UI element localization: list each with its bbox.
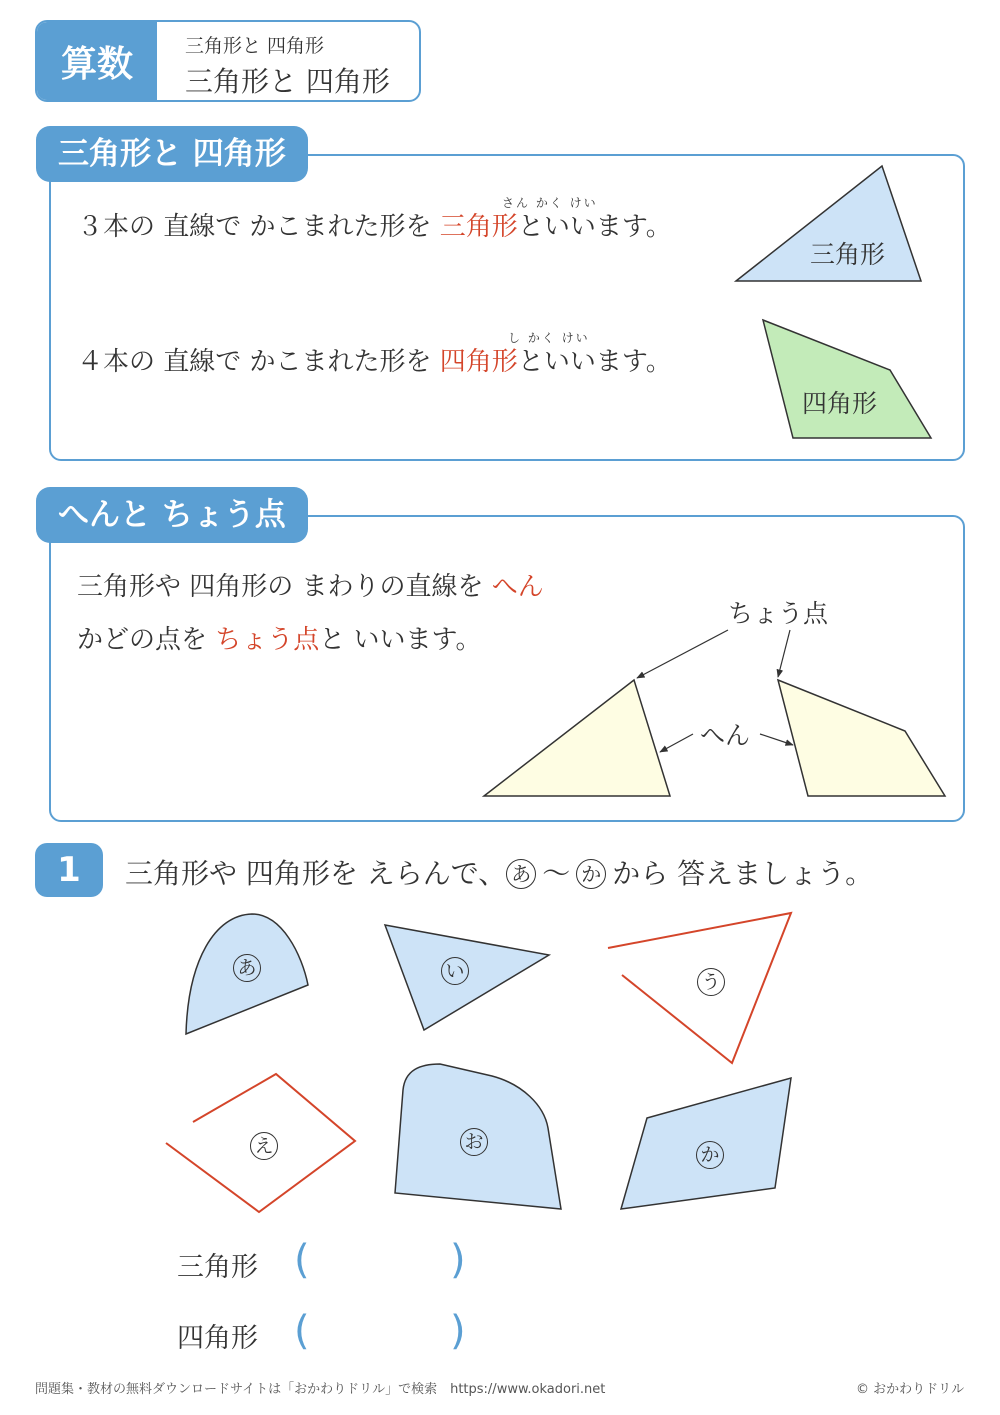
- term-edge: へん: [491, 572, 544, 602]
- definition-vertex: かどの点を ちょう点と いいます。: [77, 625, 482, 655]
- footer-copyright: © おかわりドリル: [856, 1382, 965, 1397]
- term-triangle: 三角形: [439, 212, 518, 242]
- shape-mark-i: い: [441, 957, 469, 985]
- shape-mark-o: お: [460, 1128, 488, 1156]
- vertex-callout: ちょう点: [728, 599, 829, 628]
- term-vertex: ちょう点: [215, 625, 320, 655]
- answer-triangle-close: ): [450, 1237, 466, 1283]
- definition-edge: 三角形や 四角形の まわりの直線を へん: [77, 572, 544, 602]
- section2-tab: へんと ちょう点: [36, 487, 308, 543]
- answer-quad-label: 四角形: [177, 1323, 258, 1354]
- shape-mark-ka: か: [696, 1141, 724, 1169]
- unit-title: 三角形と 四角形: [185, 65, 390, 98]
- term-quadrilateral: 四角形: [439, 347, 518, 377]
- subject-label: 算数: [37, 22, 157, 100]
- answer-quad-open: (: [294, 1308, 310, 1354]
- ruby-shikakukei: し かく けい: [508, 331, 590, 345]
- shape-mark-a: あ: [233, 954, 261, 982]
- triangle-label: 三角形: [810, 240, 886, 269]
- unit-subtitle: 三角形と 四角形: [185, 35, 325, 57]
- answer-triangle-field[interactable]: [322, 1240, 448, 1286]
- question-number: 1: [35, 843, 103, 897]
- quad-label: 四角形: [802, 389, 878, 418]
- section1-tab: 三角形と 四角形: [36, 126, 308, 182]
- definition-quadrilateral: ４本の 直線で かこまれた形を 四角形といいます。: [77, 347, 672, 377]
- mark-from: あ: [506, 859, 536, 889]
- footer-site-info: 問題集・教材の無料ダウンロードサイトは「おかわりドリル」で検索 https://www.okadori.net: [35, 1382, 606, 1397]
- edge-callout: へん: [700, 721, 751, 750]
- answer-triangle-open: (: [294, 1237, 310, 1283]
- question-text: 三角形や 四角形を えらんで、 あ 〜 か から 答えましょう。: [125, 857, 874, 890]
- answer-quad-close: ): [450, 1308, 466, 1354]
- mark-to: か: [576, 859, 606, 889]
- definition-triangle: ３本の 直線で かこまれた形を 三角形といいます。: [77, 212, 672, 242]
- shape-mark-u: う: [697, 968, 725, 996]
- answer-triangle-label: 三角形: [177, 1252, 258, 1283]
- answer-quad-field[interactable]: [322, 1311, 448, 1357]
- ruby-sankakukei: さん かく けい: [502, 196, 598, 210]
- shape-mark-e: え: [250, 1132, 278, 1160]
